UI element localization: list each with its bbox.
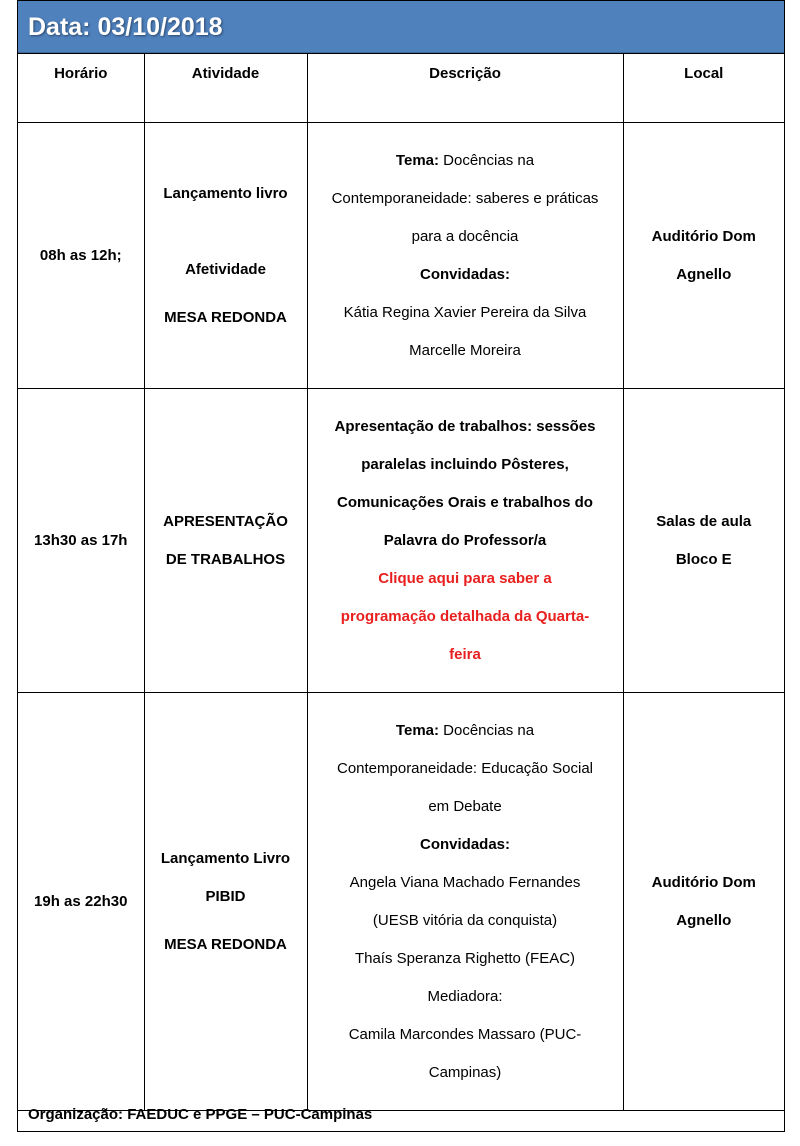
header-row: [18, 54, 784, 123]
location-line: Auditório Dom: [651, 873, 756, 891]
description-cell: [307, 123, 623, 389]
guests-label: Convidadas:: [419, 265, 510, 283]
tema-line: [314, 142, 617, 180]
activity-line: DE TRABALHOS: [165, 550, 286, 568]
program-link[interactable]: [314, 560, 617, 674]
guest-line: Kátia Regina Xavier Pereira da Silva: [343, 303, 587, 321]
guest-line: Thaís Speranza Righetto (FEAC): [354, 949, 576, 967]
desc-line: Palavra do Professor/a: [383, 531, 547, 549]
location-line: Agnello: [676, 911, 732, 929]
header-atividade: Atividade: [144, 54, 307, 123]
time-cell: 19h as 22h30: [18, 693, 144, 1111]
organization-footer: Organização: FAEDUC e PPGE – PUC-Campinas: [28, 1106, 373, 1123]
table-row: [18, 123, 784, 389]
schedule-sheet: [17, 0, 785, 1132]
guests-label: Convidadas:: [419, 835, 510, 853]
date-title: Data: 03/10/2018: [18, 1, 784, 53]
program-link-line[interactable]: Clique aqui para saber a: [378, 569, 552, 587]
program-link-line[interactable]: programação detalhada da Quarta-: [340, 607, 590, 625]
guest-line: (UESB vitória da conquista): [372, 911, 558, 929]
activity-line: APRESENTAÇÃO: [163, 512, 288, 530]
activity-cell: [144, 693, 307, 1111]
schedule-table: [18, 53, 784, 1111]
table-row: [18, 693, 784, 1111]
activity-line: MESA REDONDA: [164, 935, 287, 953]
header-local: Local: [623, 54, 784, 123]
location-cell: [623, 389, 784, 693]
activity-line: Afetividade: [185, 260, 266, 278]
header-horario: Horário: [18, 54, 144, 123]
tema-text: Docências na: [439, 151, 535, 169]
location-cell: [623, 693, 784, 1111]
guest-line: Angela Viana Machado Fernandes: [349, 873, 581, 891]
header-descricao: Descrição: [307, 54, 623, 123]
activity-line: Lançamento Livro: [160, 849, 291, 867]
location-line: Salas de aula: [656, 512, 752, 530]
table-row: [18, 389, 784, 693]
tema-text: Contemporaneidade: Educação Social: [336, 759, 593, 777]
tema-label: Tema:: [395, 151, 439, 169]
activity-cell: [144, 123, 307, 389]
location-line: Auditório Dom: [651, 227, 756, 245]
activity-line: PIBID: [205, 887, 246, 905]
desc-line: Comunicações Orais e trabalhos do: [337, 493, 593, 511]
tema-label: Tema:: [395, 721, 439, 739]
description-cell: [307, 693, 623, 1111]
time-cell: 13h30 as 17h: [18, 389, 144, 693]
location-line: Agnello: [676, 265, 732, 283]
time-cell: 08h as 12h;: [18, 123, 144, 389]
desc-line: paralelas incluindo Pôsteres,: [361, 455, 569, 473]
guest-line: Mediadora:: [427, 987, 503, 1005]
tema-text: para a docência: [411, 227, 519, 245]
guest-line: Marcelle Moreira: [409, 341, 521, 359]
tema-text: Contemporaneidade: saberes e práticas: [331, 189, 599, 207]
tema-line: [314, 712, 617, 750]
guest-line: Campinas): [428, 1063, 502, 1081]
activity-line: Lançamento livro: [163, 184, 288, 202]
tema-text: em Debate: [428, 797, 502, 815]
guest-line: Camila Marcondes Massaro (PUC-: [348, 1025, 582, 1043]
location-cell: [623, 123, 784, 389]
tema-text: Docências na: [439, 721, 535, 739]
activity-cell: [144, 389, 307, 693]
activity-line: MESA REDONDA: [164, 308, 287, 326]
program-link-line[interactable]: feira: [449, 645, 481, 663]
desc-line: Apresentação de trabalhos: sessões: [334, 417, 596, 435]
description-cell: [307, 389, 623, 693]
location-line: Bloco E: [675, 550, 732, 568]
